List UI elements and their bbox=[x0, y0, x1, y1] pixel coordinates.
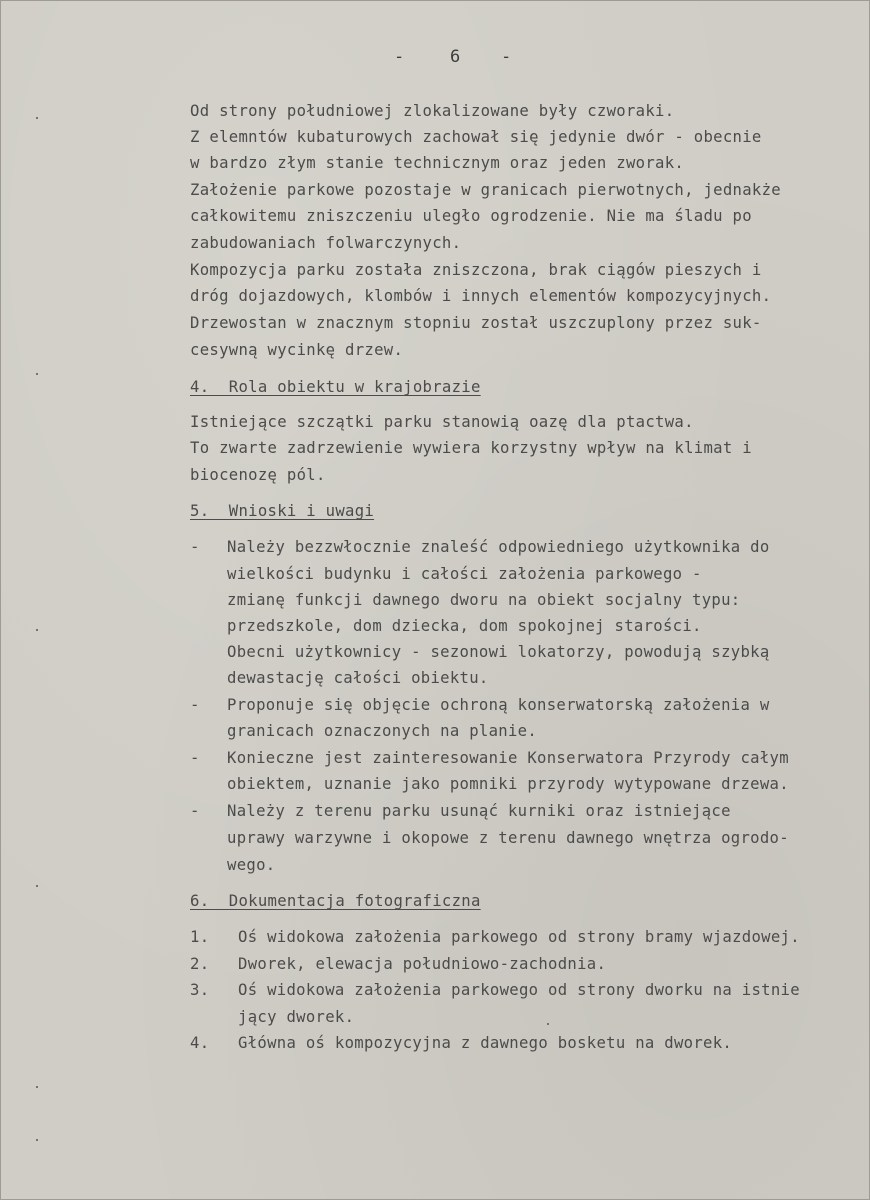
punch-mark bbox=[36, 373, 38, 375]
list-number: 1. bbox=[190, 928, 210, 946]
list-item-line: jący dworek. bbox=[238, 1008, 355, 1026]
punch-mark bbox=[36, 629, 38, 631]
text-line: Z elemntów kubaturowych zachował się jedynie dwór - obecnie bbox=[190, 128, 762, 146]
text-line: biocenozę pól. bbox=[190, 466, 326, 484]
punch-mark bbox=[36, 1139, 38, 1141]
text-line: To zwarte zadrzewienie wywiera korzystny wpływ na klimat i bbox=[190, 439, 752, 457]
list-item-line: granicach oznaczonych na planie. bbox=[227, 722, 538, 740]
page-number: 6 bbox=[450, 47, 461, 67]
text-line: całkowitemu zniszczeniu uległo ogrodzenie. Nie ma śladu po bbox=[190, 207, 752, 225]
list-item-line: Oś widokowa założenia parkowego od strony bramy wjazdowej. bbox=[238, 928, 800, 946]
list-item-line: przedszkole, dom dziecka, dom spokojnej starości. bbox=[227, 617, 702, 635]
text-line: Drzewostan w znacznym stopniu został uszczuplony przez suk- bbox=[190, 314, 762, 332]
section-heading-5: 5. Wnioski i uwagi bbox=[190, 502, 375, 520]
list-item-line: uprawy warzywne i okopowe z terenu dawnego wnętrza ogrodo- bbox=[227, 829, 789, 847]
list-item-line: Proponuje się objęcie ochroną konserwatorską założenia w bbox=[227, 696, 770, 714]
text-line: Od strony południowej zlokalizowane były czworaki. bbox=[190, 102, 675, 120]
list-item-line: Obecni użytkownicy - sezonowi lokatorzy, powodują szybką bbox=[227, 643, 770, 661]
list-item-line: Konieczne jest zainteresowanie Konserwatora Przyrody całym bbox=[227, 749, 789, 767]
list-number: 2. bbox=[190, 955, 210, 973]
text-line: Założenie parkowe pozostaje w granicach pierwotnych, jednakże bbox=[190, 181, 781, 199]
punch-mark bbox=[36, 1086, 38, 1088]
page-number-dash-right: - bbox=[501, 47, 512, 67]
list-item-line: Dworek, elewacja południowo-zachodnia. bbox=[238, 955, 607, 973]
list-item-line: Oś widokowa założenia parkowego od strony dworku na istnie bbox=[238, 981, 800, 999]
list-item-line: dewastację całości obiektu. bbox=[227, 669, 489, 687]
text-line: zabudowaniach folwarczynych. bbox=[190, 234, 462, 252]
list-item-line: wego. bbox=[227, 856, 276, 874]
list-item-line: zmianę funkcji dawnego dworu na obiekt socjalny typu: bbox=[227, 591, 741, 609]
list-bullet: - bbox=[190, 538, 200, 556]
list-item-line: obiektem, uznanie jako pomniki przyrody wytypowane drzewa. bbox=[227, 775, 789, 793]
list-number: 4. bbox=[190, 1034, 210, 1052]
text-line: Kompozycja parku została zniszczona, brak ciągów pieszych i bbox=[190, 261, 762, 279]
text-line: cesywną wycinkę drzew. bbox=[190, 341, 404, 359]
list-item-line: Należy z terenu parku usunąć kurniki oraz istniejące bbox=[227, 802, 731, 820]
punch-mark bbox=[36, 885, 38, 887]
text-line: dróg dojazdowych, klombów i innych elementów kompozycyjnych. bbox=[190, 287, 772, 305]
section-heading-6: 6. Dokumentacja fotograficzna bbox=[190, 892, 481, 910]
list-number: 3. bbox=[190, 981, 210, 999]
section-heading-4: 4. Rola obiektu w krajobrazie bbox=[190, 378, 481, 396]
list-bullet: - bbox=[190, 696, 200, 714]
list-item-line: wielkości budynku i całości założenia parkowego - bbox=[227, 565, 702, 583]
ink-speck bbox=[547, 1023, 549, 1025]
punch-mark bbox=[36, 117, 38, 119]
page-number-dash-left: - bbox=[394, 47, 405, 67]
text-line: w bardzo złym stanie technicznym oraz jeden zworak. bbox=[190, 154, 685, 172]
list-item-line: Należy bezzwłocznie znaleść odpowiedniego użytkownika do bbox=[227, 538, 770, 556]
list-bullet: - bbox=[190, 802, 200, 820]
list-item-line: Główna oś kompozycyjna z dawnego bosketu na dworek. bbox=[238, 1034, 733, 1052]
text-line: Istniejące szczątki parku stanowią oazę dla ptactwa. bbox=[190, 413, 694, 431]
list-bullet: - bbox=[190, 749, 200, 767]
